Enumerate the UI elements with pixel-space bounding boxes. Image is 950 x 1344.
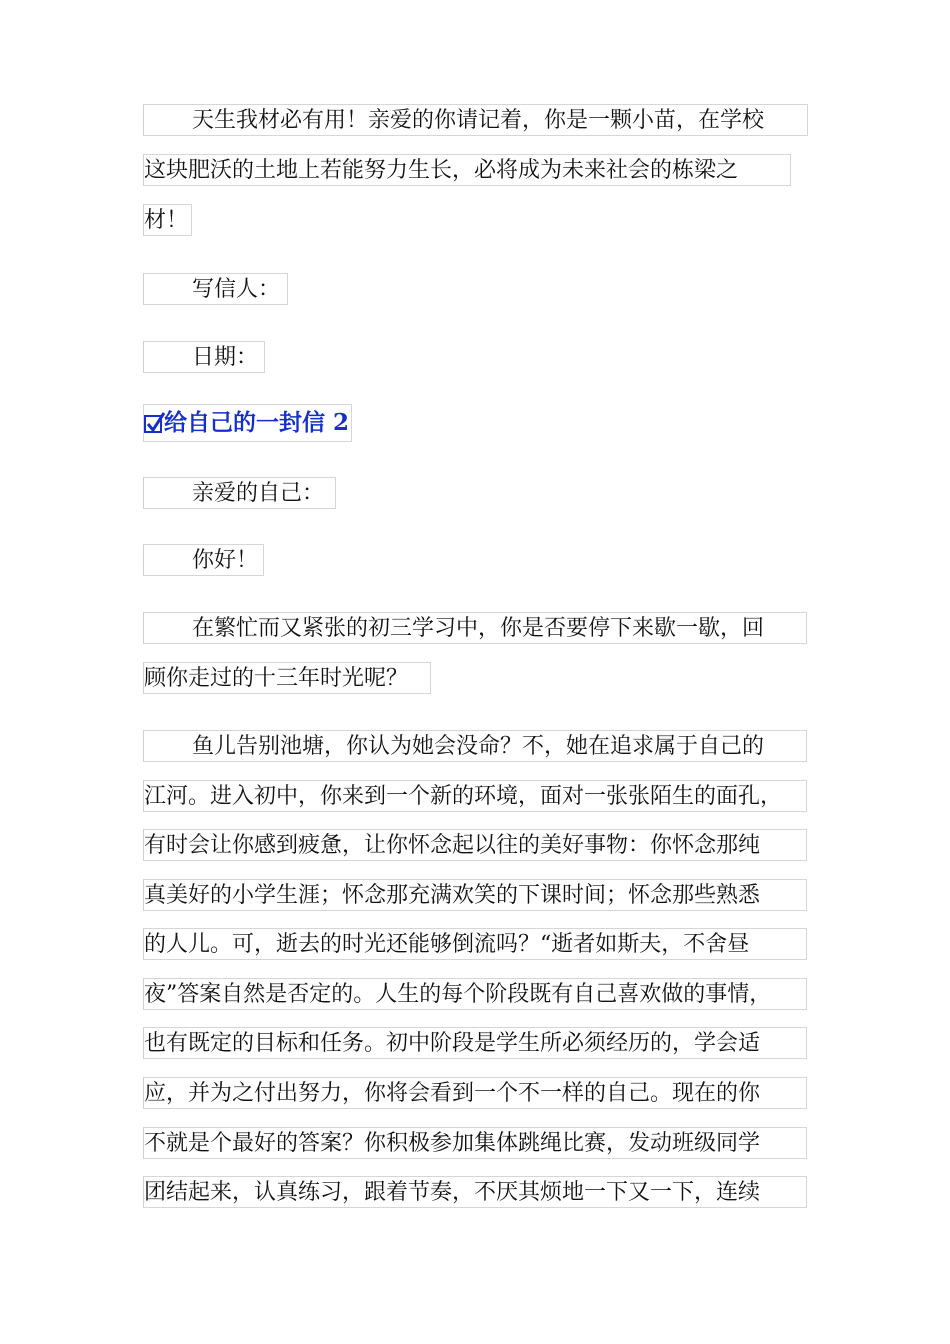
paragraph-3-line-9: 不就是个最好的答案？你积极参加集体跳绳比赛，发动班级同学 — [143, 1127, 807, 1159]
paragraph-2-line-2: 顾你走过的十三年时光呢？ — [143, 662, 431, 694]
section-heading-text: 给自己的一封信 2 — [164, 409, 350, 436]
paragraph-3-line-4: 真美好的小学生涯；怀念那充满欢笑的下课时间；怀念那些熟悉 — [143, 879, 807, 911]
paragraph-2-line-1: 在繁忙而又紧张的初三学习中，你是否要停下来歇一歇，回 — [143, 612, 807, 644]
paragraph-3-line-10: 团结起来，认真练习，跟着节奏，不厌其烦地一下又一下，连续 — [143, 1176, 807, 1208]
paragraph-1-line-1: 天生我材必有用！亲爱的你请记着，你是一颗小苗，在学校 — [143, 104, 808, 136]
paragraph-3-line-6: 夜”答案自然是否定的。人生的每个阶段既有自己喜欢做的事情， — [143, 978, 807, 1010]
hello: 你好！ — [143, 544, 264, 576]
paragraph-3-line-7: 也有既定的目标和任务。初中阶段是学生所必须经历的，学会适 — [143, 1027, 807, 1059]
paragraph-1-line-3: 材！ — [143, 204, 192, 236]
paragraph-1-line-2: 这块肥沃的土地上若能努力生长，必将成为未来社会的栋梁之 — [143, 154, 791, 186]
paragraph-3-line-3: 有时会让你感到疲惫，让你怀念起以往的美好事物：你怀念那纯 — [143, 829, 807, 861]
paragraph-3-line-2: 江河。进入初中，你来到一个新的环境，面对一张张陌生的面孔， — [143, 780, 807, 812]
paragraph-3-line-1: 鱼儿告别池塘，你认为她会没命？不，她在追求属于自己的 — [143, 730, 807, 762]
paragraph-3-line-8: 应，并为之付出努力，你将会看到一个不一样的自己。现在的你 — [143, 1077, 807, 1109]
greeting: 亲爱的自己： — [143, 477, 336, 509]
section-heading — [143, 404, 352, 442]
paragraph-3-line-5: 的人儿。可，逝去的时光还能够倒流吗？“逝者如斯夫，不舍昼 — [143, 928, 807, 960]
check-box-icon — [144, 415, 162, 433]
writer-label: 写信人： — [143, 273, 288, 305]
date-label: 日期： — [143, 341, 265, 373]
